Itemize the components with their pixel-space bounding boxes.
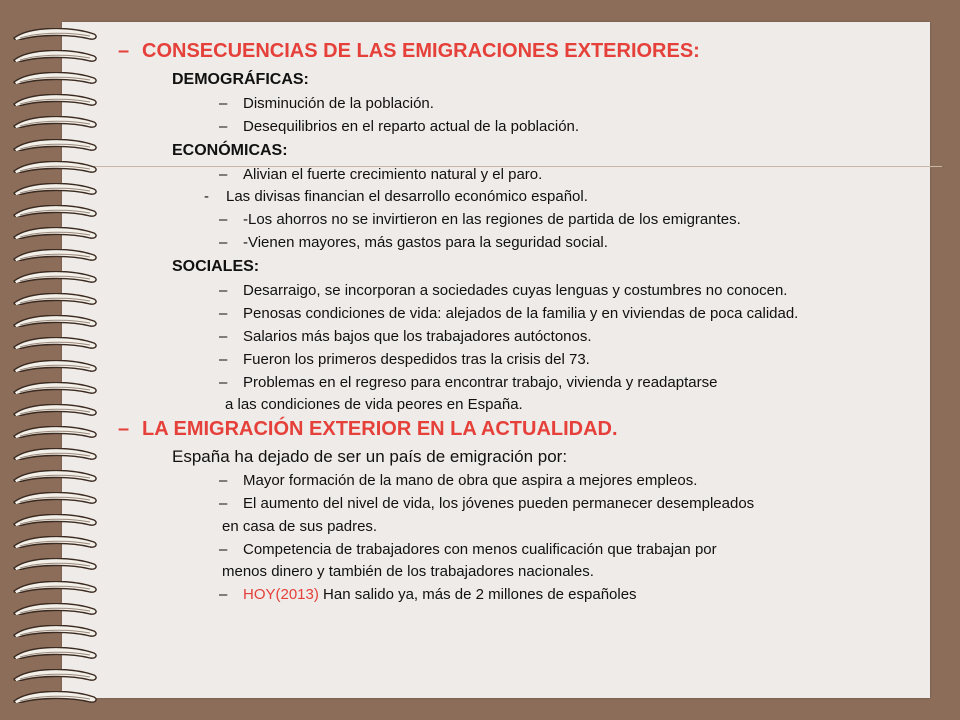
list-item-text: Las divisas financian el desarrollo económico español. [226, 188, 588, 205]
intro-text: España ha dejado de ser un país de emigración por: [172, 447, 568, 466]
list-item-continuation: menos dinero y también de los trabajadores nacionales. [222, 563, 594, 580]
section-title-text: LA EMIGRACIÓN EXTERIOR EN LA ACTUALIDAD. [142, 418, 618, 440]
list-item [219, 95, 434, 112]
list-item-text: Han salido ya, más de 2 millones de españoles [323, 586, 637, 603]
list-item [219, 282, 787, 299]
list-item-text: Fueron los primeros despedidos tras la crisis del 73. [243, 351, 590, 368]
list-item [219, 118, 579, 135]
dash-marker: – [219, 118, 228, 135]
list-item [219, 472, 697, 489]
list-item [219, 541, 717, 558]
list-item [219, 305, 798, 322]
list-item-text: -Los ahorros no se invirtieron en las regiones de partida de los emigrantes. [243, 211, 741, 228]
list-item [219, 586, 637, 603]
list-item-text: Alivian el fuerte crecimiento natural y el paro. [243, 166, 543, 183]
section-title-text: CONSECUENCIAS DE LAS EMIGRACIONES EXTERIORES: [142, 40, 700, 62]
list-item-text: -Vienen mayores, más gastos para la seguridad social. [243, 234, 608, 251]
list-item [219, 211, 741, 228]
dash-marker: – [219, 472, 228, 489]
list-item [219, 166, 542, 183]
dash-marker: – [118, 40, 130, 62]
list-item-text: Desequilibrios en el reparto actual de la población. [243, 118, 580, 135]
list-item [219, 234, 608, 251]
list-item [219, 495, 754, 512]
heading-economicas: ECONÓMICAS: [172, 142, 288, 159]
list-item [204, 188, 588, 205]
list-item-continuation: en casa de sus padres. [222, 518, 378, 535]
dash-marker: – [219, 328, 228, 345]
dash-marker: – [219, 282, 228, 299]
list-item [219, 351, 590, 368]
heading-sociales: SOCIALES: [172, 258, 260, 275]
dash-marker: – [219, 211, 228, 228]
heading-demograficas: DEMOGRÁFICAS: [172, 71, 309, 88]
list-item-text: El aumento del nivel de vida, los jóvenes pueden permanecer desempleados [243, 495, 755, 512]
dash-marker: – [219, 305, 228, 322]
dash-marker: – [219, 95, 228, 112]
dash-marker: – [219, 374, 228, 391]
list-item-text: Penosas condiciones de vida: alejados de la familia y en viviendas de poca calidad. [243, 305, 799, 322]
dash-marker: – [219, 351, 228, 368]
dash-marker: – [219, 166, 228, 183]
dash-marker: – [219, 541, 228, 558]
dash-marker: – [219, 586, 228, 603]
list-item-text: Mayor formación de la mano de obra que aspira a mejores empleos. [243, 472, 698, 489]
list-item [219, 374, 717, 391]
highlight-year: HOY(2013) [243, 586, 319, 603]
list-item-text: Disminución de la población. [243, 95, 434, 112]
list-item [219, 328, 592, 345]
dash-marker: - [204, 188, 209, 205]
section-title-consecuencias [118, 40, 700, 63]
dash-marker: – [118, 418, 130, 440]
dash-marker: – [219, 495, 228, 512]
list-item-text: Problemas en el regreso para encontrar trabajo, vivienda y readaptarse [243, 374, 718, 391]
list-item-continuation: a las condiciones de vida peores en España. [225, 396, 523, 413]
dash-marker: – [219, 234, 228, 251]
list-item-text: Desarraigo, se incorporan a sociedades cuyas lenguas y costumbres no conocen. [243, 282, 788, 299]
section-title-actualidad [118, 418, 618, 441]
list-item-text: Salarios más bajos que los trabajadores autóctonos. [243, 328, 592, 345]
list-item-text: Competencia de trabajadores con menos cualificación que trabajan por [243, 541, 717, 558]
